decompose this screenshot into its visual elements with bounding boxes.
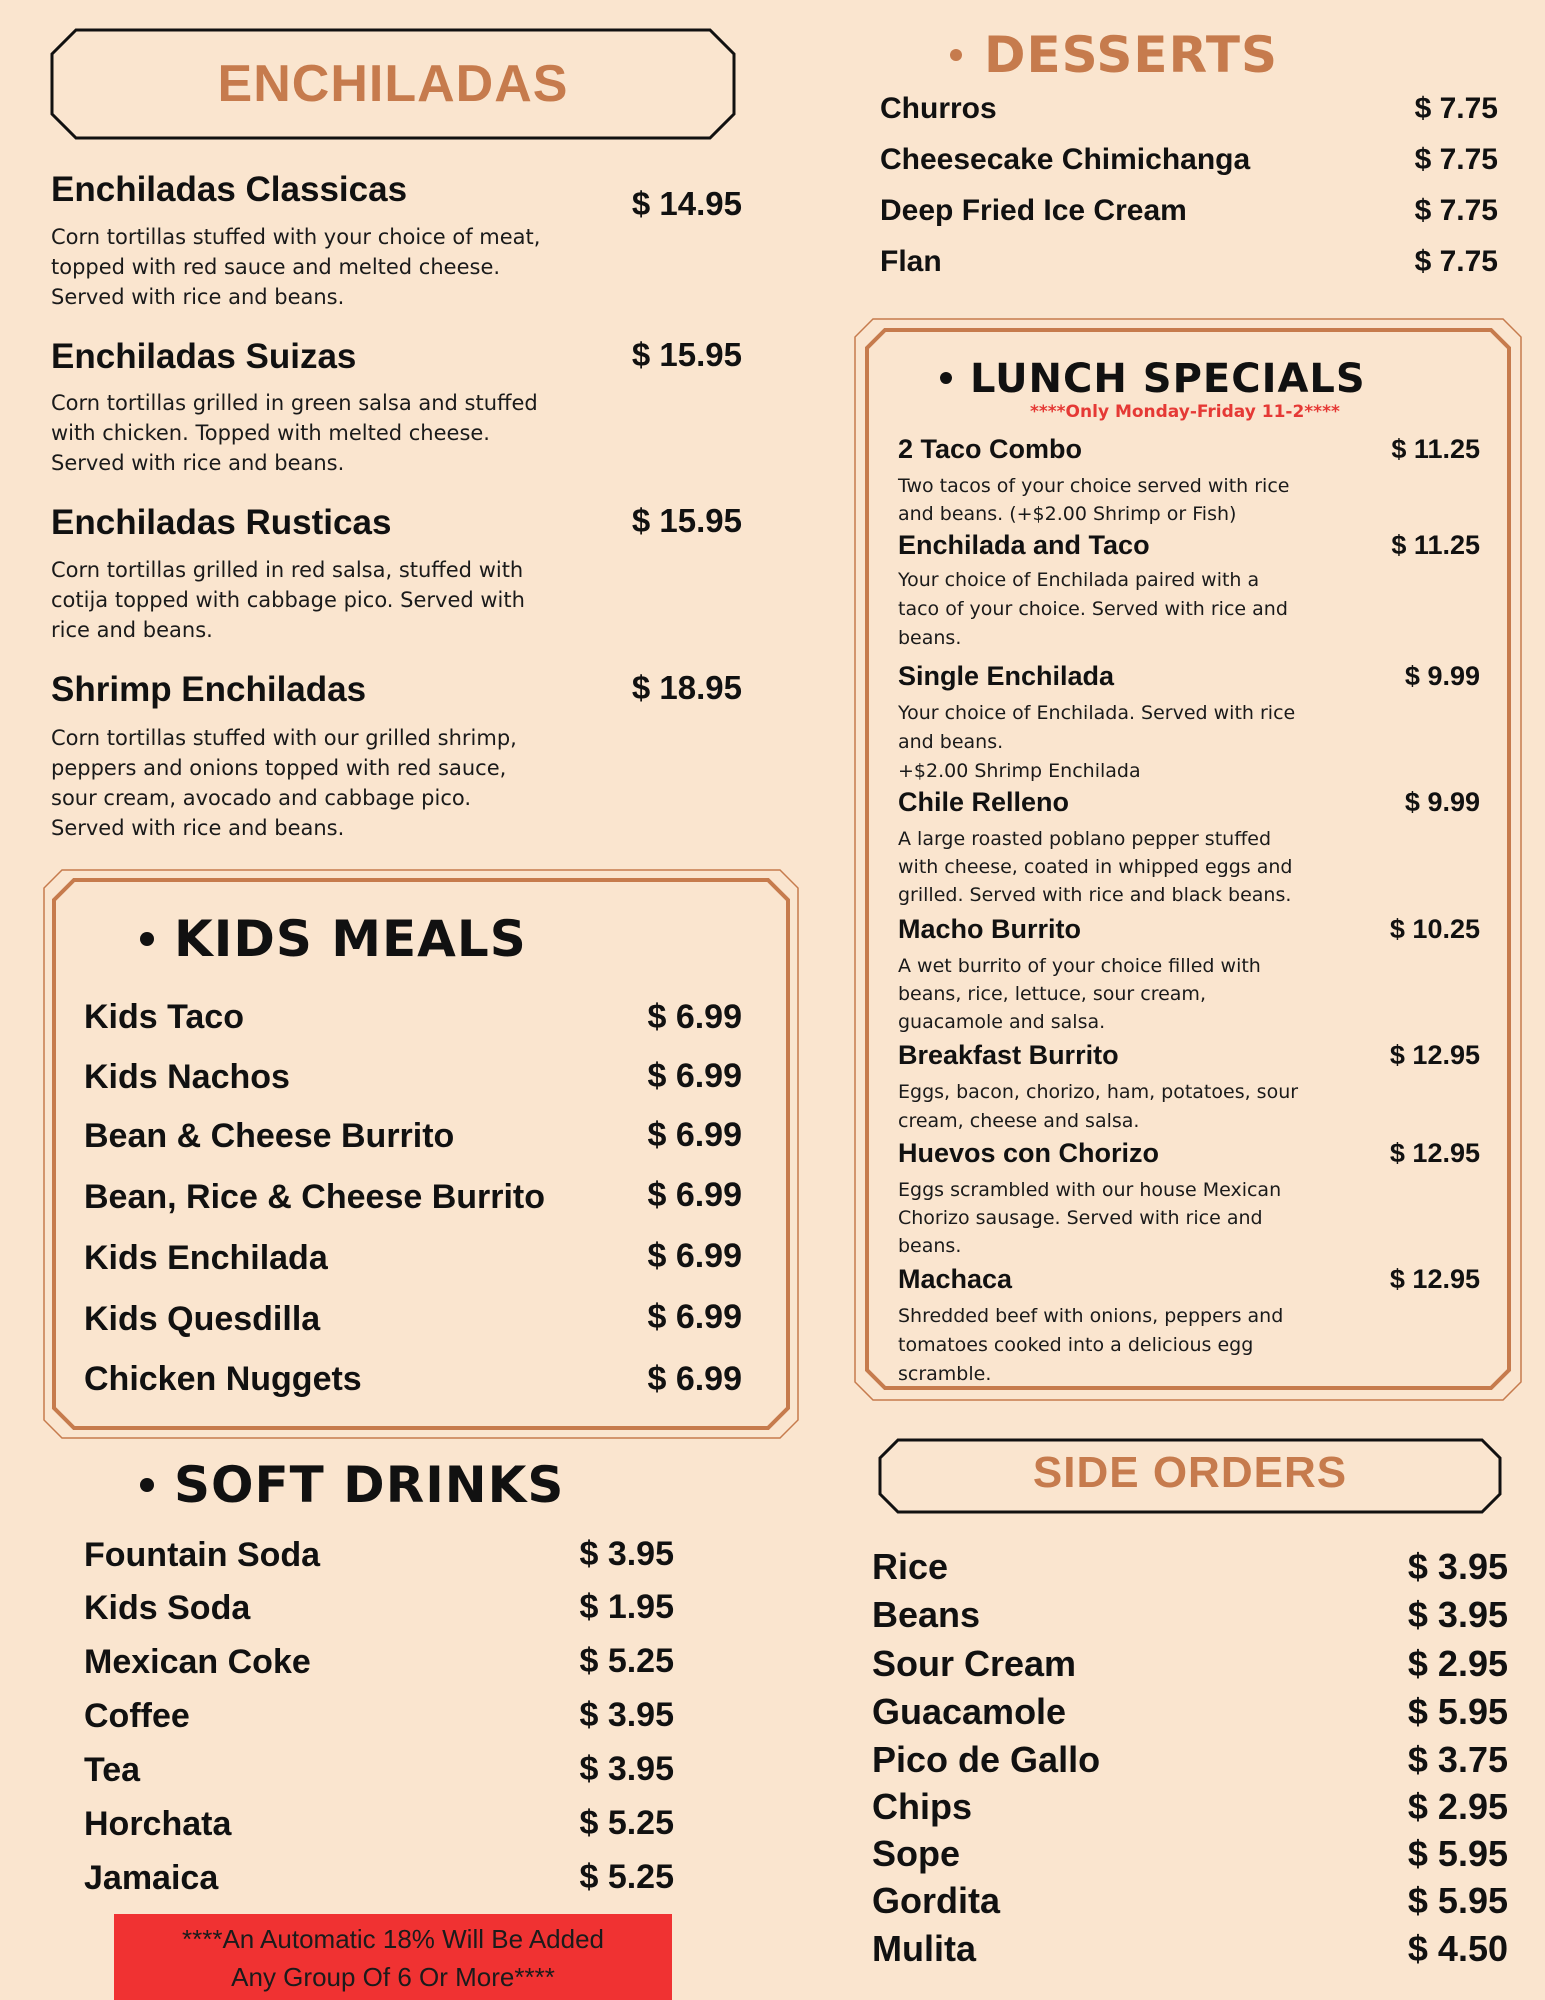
dessert-item-name: Cheesecake Chimichanga [880, 143, 1251, 176]
dessert-item-name: Flan [880, 245, 942, 278]
enchilada-item-desc: Corn tortillas stuffed with your choice of meat, topped with red sauce and melted cheese. Served with rice and beans. [51, 225, 541, 309]
kids-item-price: $ 6.99 [647, 1237, 742, 1275]
side-item-name: Guacamole [872, 1691, 1067, 1732]
drink-item-price: $ 5.25 [579, 1804, 674, 1842]
side-orders-header [878, 1438, 1502, 1514]
lunch-item-desc: Your choice of Enchilada paired with a taco of your choice. Served with rice and beans. [898, 569, 1288, 649]
side-item-name: Pico de Gallo [872, 1739, 1101, 1780]
dessert-item-name: Deep Fried Ice Cream [880, 194, 1187, 227]
kids-item-name: Kids Quesdilla [84, 1300, 321, 1338]
side-item-price: $ 5.95 [1407, 1880, 1508, 1921]
drink-item-price: $ 5.25 [579, 1858, 674, 1896]
gratuity-banner [114, 1914, 672, 2000]
kids-item-name: Bean, Rice & Cheese Burrito [84, 1178, 546, 1216]
drink-item-price: $ 3.95 [579, 1750, 674, 1788]
enchilada-item-name: Enchiladas Suizas [51, 337, 357, 376]
kids-item-price: $ 6.99 [647, 1116, 742, 1154]
lunch-item-desc: A wet burrito of your choice filled with beans, rice, lettuce, sour cream, guacamole and salsa. [898, 955, 1261, 1033]
kids-item-price: $ 6.99 [647, 1057, 742, 1095]
kids-item-price: $ 6.99 [647, 1298, 742, 1336]
side-item-price: $ 3.95 [1407, 1546, 1508, 1587]
drink-item-price: $ 3.95 [579, 1535, 674, 1573]
lunch-item-name: Breakfast Burrito [898, 1040, 1119, 1070]
enchilada-item-desc: Corn tortillas stuffed with our grilled shrimp, peppers and onions topped with red sauce, sour cream, avocado and cabbage pico. Served with rice and beans. [51, 726, 517, 840]
enchilada-item-desc: Corn tortillas grilled in red salsa, stuffed with cotija topped with cabbage pico. Served with rice and beans. [51, 558, 525, 642]
enchilada-item-price: $ 14.95 [631, 185, 742, 222]
enchiladas-header [50, 28, 736, 140]
drink-item-name: Fountain Soda [84, 1536, 321, 1574]
drink-item-price: $ 5.25 [579, 1642, 674, 1680]
dessert-item-name: Churros [880, 92, 997, 125]
bullet-icon [940, 372, 952, 384]
side-item-name: Beans [872, 1594, 981, 1635]
side-item-price: $ 4.50 [1407, 1928, 1508, 1969]
bullet-icon [950, 49, 962, 61]
drink-item-name: Mexican Coke [84, 1643, 311, 1681]
side-item-price: $ 3.95 [1407, 1594, 1508, 1635]
kids-item-price: $ 6.99 [647, 998, 742, 1036]
side-item-price: $ 2.95 [1407, 1643, 1508, 1684]
kids-item-price: $ 6.99 [647, 1360, 742, 1398]
lunch-item-name: Chile Relleno [898, 787, 1070, 817]
kids-item-name: Kids Taco [84, 998, 244, 1036]
dessert-item-price: $ 7.75 [1414, 92, 1498, 125]
lunch-item-desc: Two tacos of your choice served with rice and beans. (+$2.00 Shrimp or Fish) [898, 475, 1290, 525]
side-item-price: $ 2.95 [1407, 1786, 1508, 1827]
dessert-item-price: $ 7.75 [1414, 143, 1498, 176]
lunch-item-price: $ 12.95 [1389, 1264, 1480, 1294]
lunch-item-desc: Eggs scrambled with our house Mexican Chorizo sausage. Served with rice and beans. [898, 1179, 1282, 1257]
bullet-icon [140, 1478, 154, 1492]
enchilada-item-price: $ 15.95 [631, 336, 742, 373]
side-item-name: Sope [872, 1833, 961, 1874]
lunch-item-desc: Your choice of Enchilada. Served with rice and beans. +$2.00 Shrimp Enchilada [898, 702, 1296, 782]
lunch-specials-heading [940, 356, 1366, 402]
drink-item-name: Tea [84, 1751, 141, 1789]
enchilada-item-desc: Corn tortillas grilled in green salsa and stuffed with chicken. Topped with melted cheese. Served with rice and beans. [51, 391, 538, 475]
lunch-item-name: Single Enchilada [898, 661, 1115, 691]
enchiladas-title: ENCHILADAS [217, 55, 569, 113]
lunch-item-price: $ 12.95 [1389, 1040, 1480, 1070]
desserts-title: DESSERTS [984, 26, 1278, 84]
kids-meals-heading [140, 910, 527, 968]
kids-item-name: Kids Enchilada [84, 1239, 328, 1277]
gratuity-line-1: ****An Automatic 18% Will Be Added [181, 1924, 605, 1954]
drink-item-name: Horchata [84, 1805, 232, 1843]
lunch-item-desc: A large roasted poblano pepper stuffed with cheese, coated in whipped eggs and grilled. Served with rice and black beans. [898, 828, 1293, 906]
lunch-item-name: Machaca [898, 1264, 1013, 1294]
lunch-item-price: $ 9.99 [1404, 661, 1480, 691]
lunch-item-desc: Shredded beef with onions, peppers and tomatoes cooked into a delicious egg scramble. [898, 1305, 1284, 1385]
enchilada-item-name: Enchiladas Rusticas [51, 503, 392, 542]
bullet-icon [140, 932, 154, 946]
lunch-item-desc: Eggs, bacon, chorizo, ham, potatoes, sour cream, cheese and salsa. [898, 1081, 1299, 1132]
soft-drinks-title: SOFT DRINKS [174, 1456, 565, 1514]
enchilada-item-price: $ 15.95 [631, 502, 742, 539]
side-item-name: Rice [872, 1546, 949, 1587]
drink-item-name: Jamaica [84, 1859, 219, 1897]
lunch-hours-note: ****Only Monday-Friday 11-2**** [1030, 402, 1340, 422]
lunch-item-price: $ 11.25 [1391, 434, 1480, 464]
lunch-item-price: $ 11.25 [1391, 530, 1480, 560]
drink-item-name: Kids Soda [84, 1589, 251, 1627]
kids-item-price: $ 6.99 [647, 1176, 742, 1214]
lunch-item-price: $ 10.25 [1389, 914, 1480, 944]
kids-meals-title: KIDS MEALS [174, 910, 527, 968]
soft-drinks-heading [140, 1456, 564, 1514]
dessert-item-price: $ 7.75 [1414, 194, 1498, 227]
side-orders-title: SIDE ORDERS [1032, 1448, 1348, 1497]
side-item-price: $ 5.95 [1407, 1691, 1508, 1732]
side-item-name: Mulita [872, 1928, 976, 1969]
lunch-item-name: 2 Taco Combo [898, 434, 1083, 464]
lunch-item-name: Huevos con Chorizo [898, 1138, 1160, 1168]
dessert-item-price: $ 7.75 [1414, 245, 1498, 278]
drink-item-name: Coffee [84, 1697, 190, 1735]
lunch-specials-title: LUNCH SPECIALS [970, 356, 1366, 402]
lunch-item-name: Macho Burrito [898, 914, 1082, 944]
kids-item-name: Bean & Cheese Burrito [84, 1117, 455, 1155]
drink-item-price: $ 3.95 [579, 1696, 674, 1734]
kids-item-name: Chicken Nuggets [84, 1360, 362, 1398]
side-item-price: $ 5.95 [1407, 1833, 1508, 1874]
enchilada-item-price: $ 18.95 [631, 669, 742, 706]
drink-item-price: $ 1.95 [579, 1588, 674, 1626]
enchilada-item-name: Shrimp Enchiladas [51, 670, 367, 709]
side-item-name: Chips [872, 1786, 973, 1827]
desserts-heading [950, 26, 1278, 84]
gratuity-line-2: Any Group Of 6 Or More**** [231, 1962, 555, 1992]
side-item-price: $ 3.75 [1407, 1739, 1508, 1780]
lunch-item-price: $ 12.95 [1389, 1138, 1480, 1168]
side-item-name: Sour Cream [872, 1643, 1077, 1684]
side-item-name: Gordita [872, 1880, 1001, 1921]
enchilada-item-name: Enchiladas Classicas [51, 170, 408, 209]
kids-item-name: Kids Nachos [84, 1058, 290, 1096]
lunch-item-price: $ 9.99 [1404, 787, 1480, 817]
lunch-item-name: Enchilada and Taco [898, 530, 1150, 560]
